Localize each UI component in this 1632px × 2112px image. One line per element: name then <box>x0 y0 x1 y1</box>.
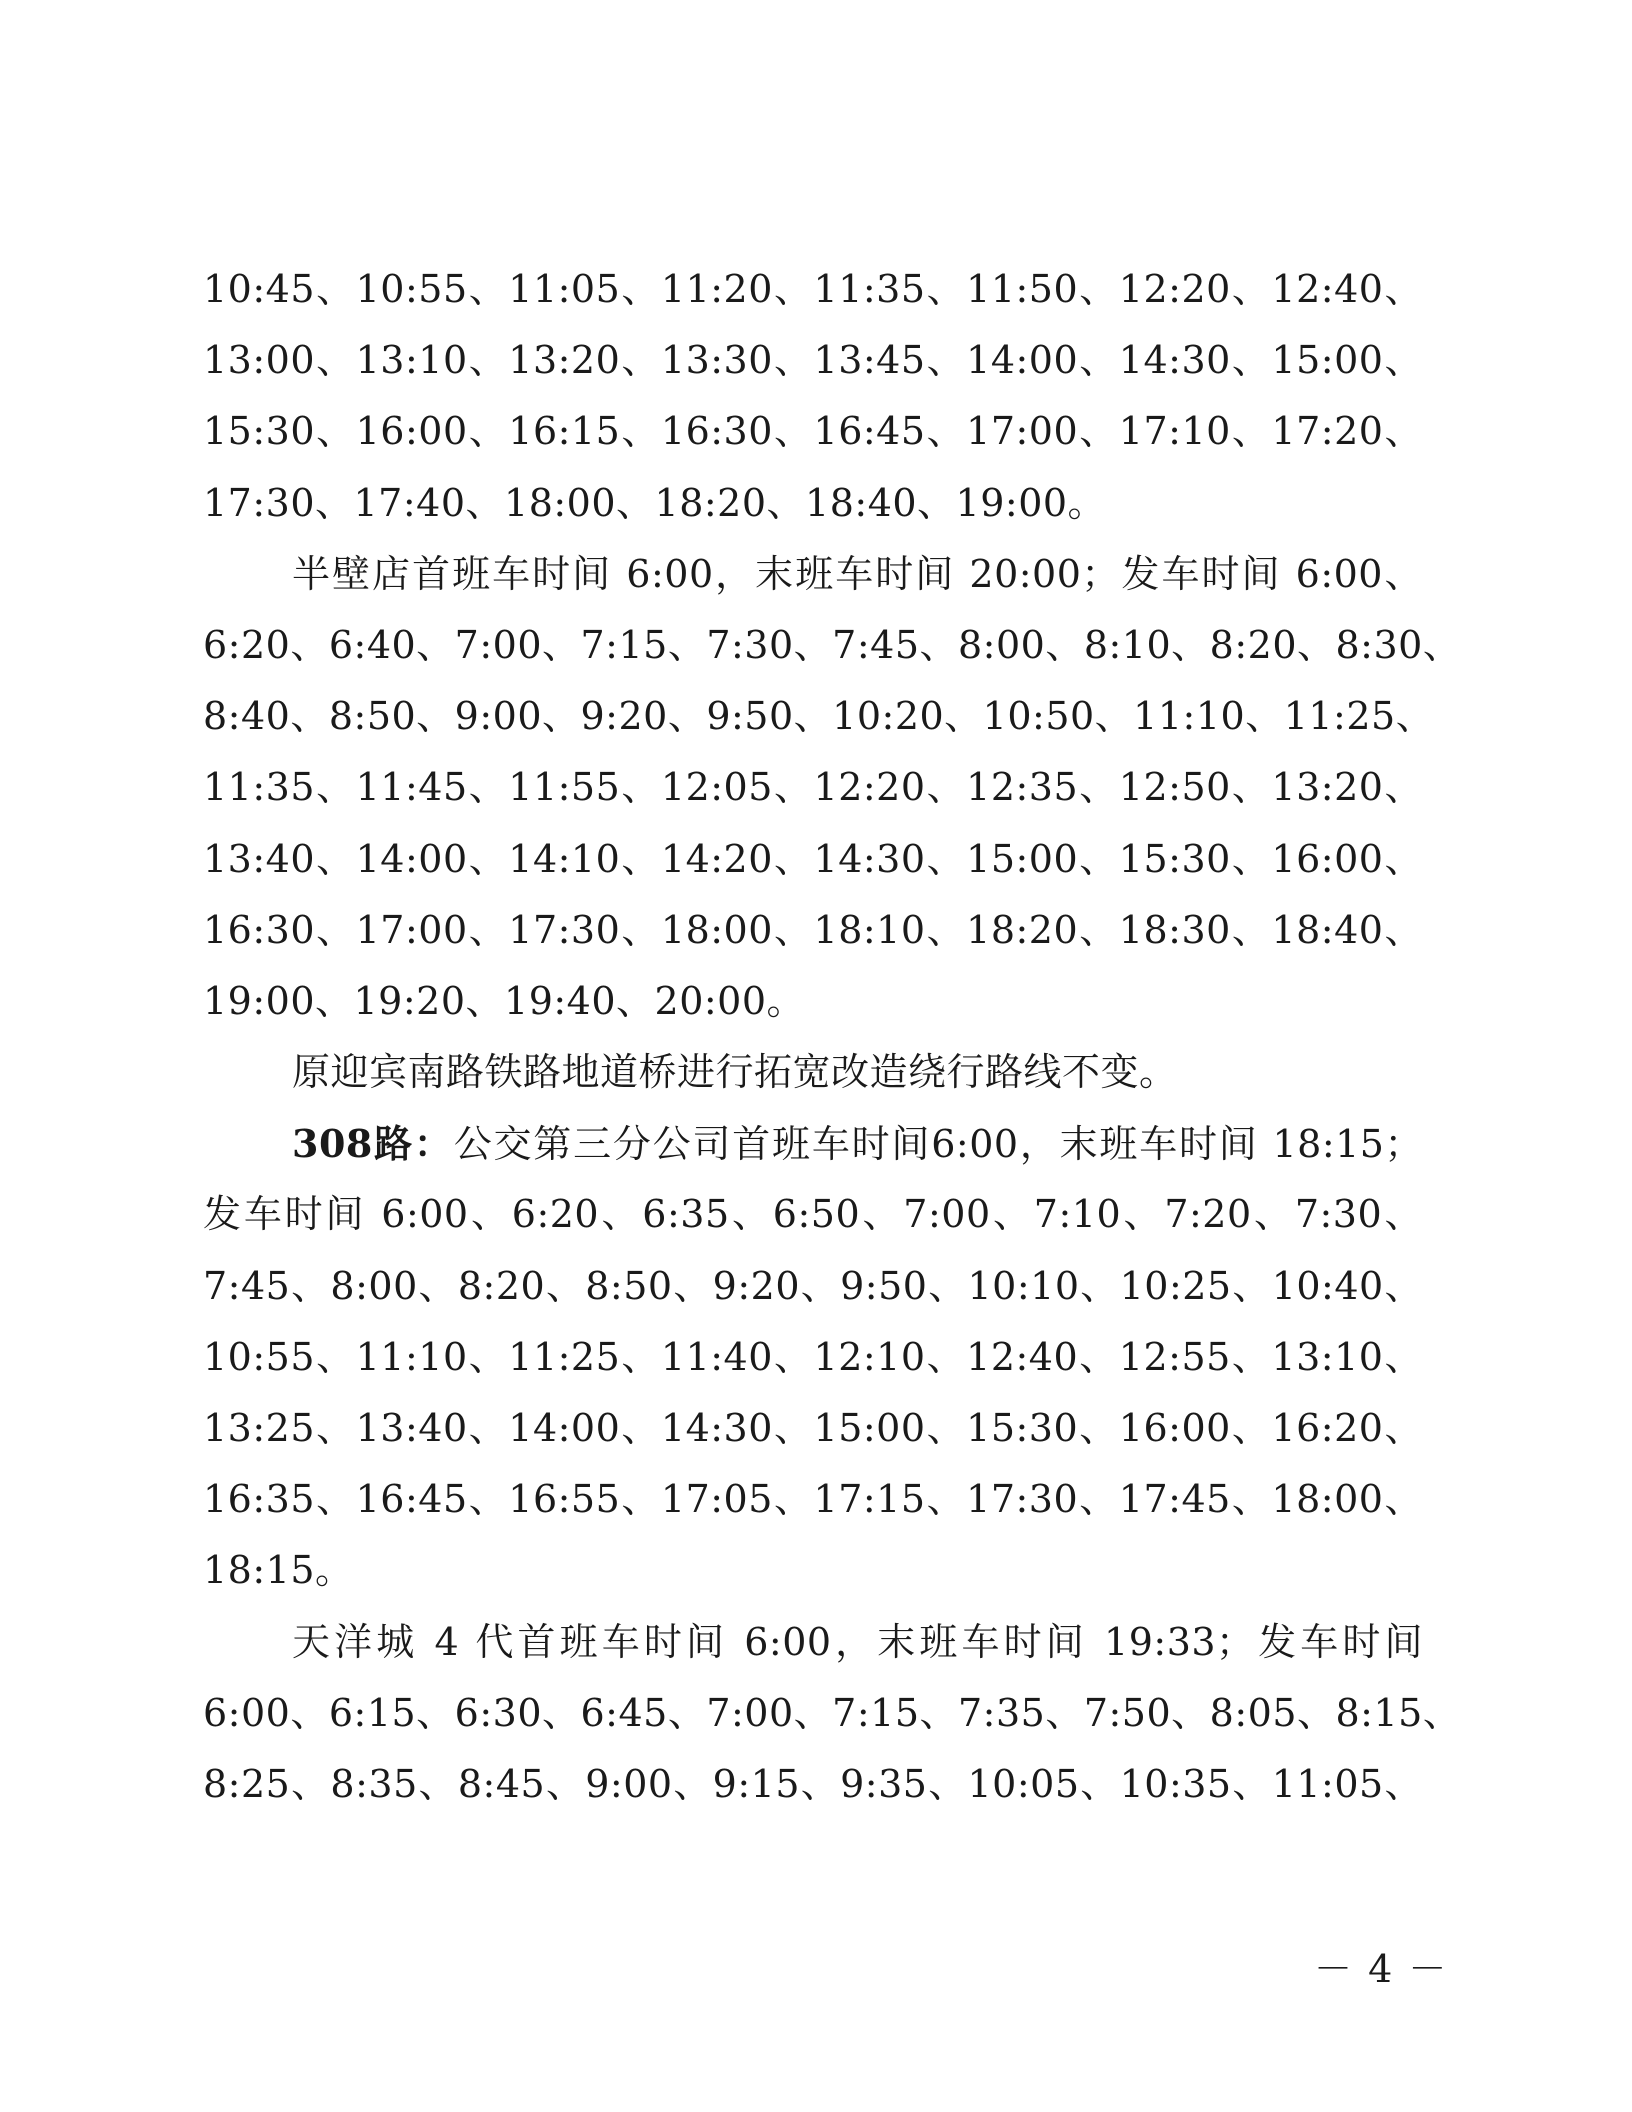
text-line: 16:35、16:45、16:55、17:05、17:15、17:30、17:45、18:00、 <box>203 1477 1423 1522</box>
text-line: 15:30、16:00、16:15、16:30、16:45、17:00、17:10、17:20、 <box>203 409 1423 454</box>
text-line: 8:40、8:50、9:00、9:20、9:50、10:20、10:50、11:10、11:25、 <box>203 694 1435 739</box>
text-line: 发车时间 6:00、6:20、6:35、6:50、7:00、7:10、7:20、7:30、 <box>203 1192 1423 1237</box>
text-line: 11:35、11:45、11:55、12:05、12:20、12:35、12:50、13:20、 <box>203 765 1423 810</box>
text-line: 13:00、13:10、13:20、13:30、13:45、14:00、14:30、15:00、 <box>203 338 1423 383</box>
page-number: － 4 － <box>1314 1947 1449 1991</box>
body-text <box>203 254 1462 1820</box>
text-line: 10:55、11:10、11:25、11:40、12:10、12:40、12:55、13:10、 <box>203 1334 1423 1379</box>
text-line: 半壁店首班车时间 6:00，末班车时间 20:00；发车时间 6:00、 <box>292 551 1423 596</box>
text-line: 6:00、6:15、6:30、6:45、7:00、7:15、7:35、7:50、8:05、8:15、 <box>203 1690 1462 1735</box>
text-line: 6:20、6:40、7:00、7:15、7:30、7:45、8:00、8:10、8:20、8:30、 <box>203 622 1462 667</box>
text-line: 7:45、8:00、8:20、8:50、9:20、9:50、10:10、10:25、10:40、 <box>203 1263 1423 1308</box>
text-line: 10:45、10:55、11:05、11:20、11:35、11:50、12:20、12:40、 <box>203 267 1423 311</box>
text-line: 17:30、17:40、18:00、18:20、18:40、19:00。 <box>203 480 1107 525</box>
text-line: 8:25、8:35、8:45、9:00、9:15、9:35、10:05、10:35、11:05、 <box>203 1761 1423 1806</box>
text-line: 原迎宾南路铁路地道桥进行拓宽改造绕行路线不变。 <box>292 1050 1178 1095</box>
route-308-line <box>203 1108 1423 1179</box>
text-line: 16:30、17:00、17:30、18:00、18:10、18:20、18:30、18:40、 <box>203 907 1423 952</box>
text-line: 19:00、19:20、19:40、20:00。 <box>203 978 806 1023</box>
text-line: 13:40、14:00、14:10、14:20、14:30、15:00、15:30、16:00、 <box>203 836 1423 881</box>
route-308-label: 308路： <box>292 1121 454 1167</box>
text-line: 13:25、13:40、14:00、14:30、15:00、15:30、16:00、16:20、 <box>203 1406 1423 1450</box>
text-line: 18:15。 <box>203 1548 354 1593</box>
text-line: 天洋城 4 代首班车时间 6:00，末班车时间 19:33；发车时间 <box>292 1619 1423 1664</box>
route-308-text: 公交第三分公司首班车时间6:00，末班车时间 18:15； <box>453 1122 1423 1167</box>
